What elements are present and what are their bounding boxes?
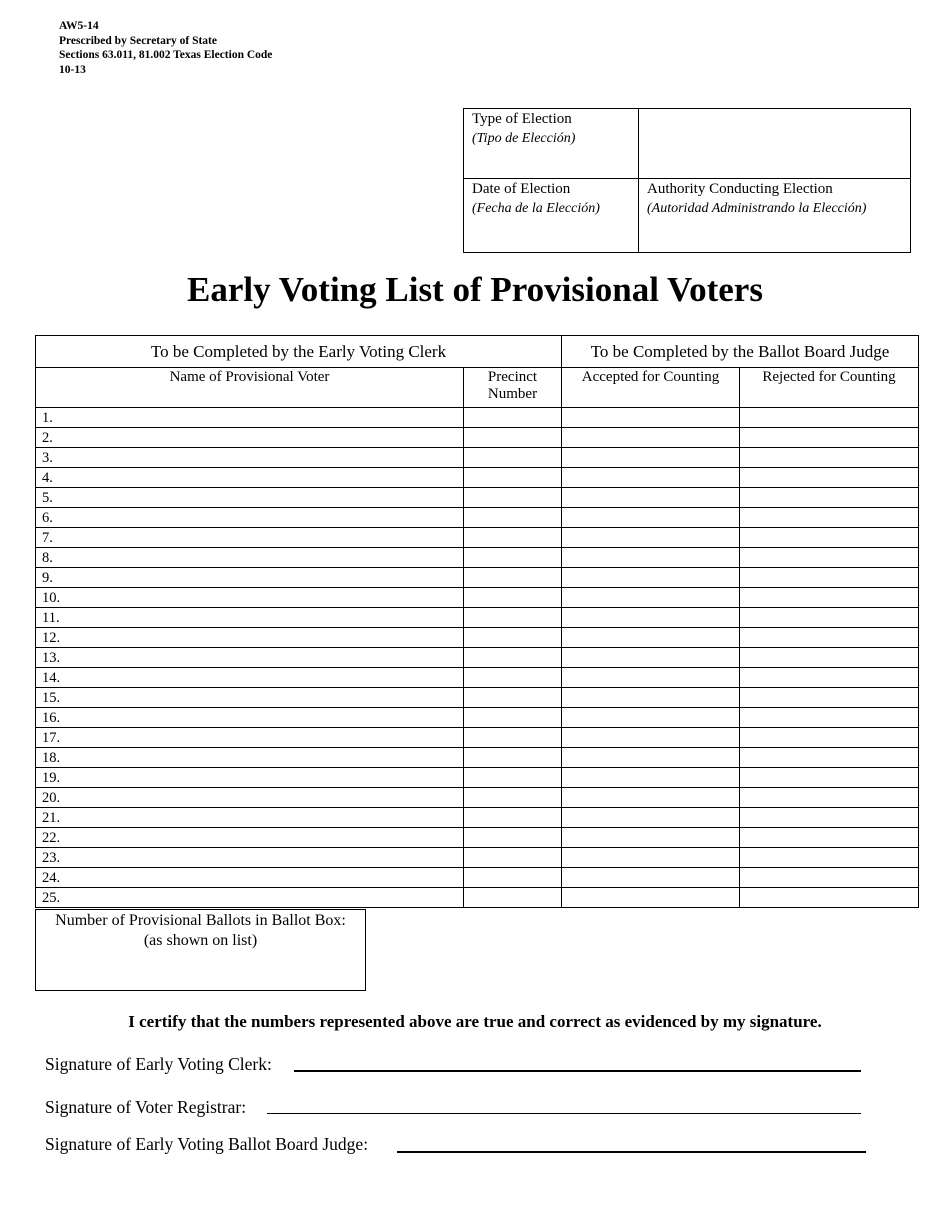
precinct-cell[interactable] xyxy=(464,448,562,468)
voter-name-cell[interactable]: 18. xyxy=(36,748,464,768)
signature-registrar xyxy=(45,1097,246,1118)
table-row xyxy=(36,808,919,828)
precinct-cell[interactable] xyxy=(464,568,562,588)
col-header-rejected: Rejected for Counting xyxy=(740,368,919,408)
precinct-cell[interactable] xyxy=(464,848,562,868)
accepted-cell[interactable] xyxy=(562,768,740,788)
voter-name-cell[interactable]: 9. xyxy=(36,568,464,588)
table-row xyxy=(36,688,919,708)
rejected-cell[interactable] xyxy=(740,468,919,488)
voter-name-cell[interactable]: 24. xyxy=(36,868,464,888)
accepted-cell[interactable] xyxy=(562,788,740,808)
voter-name-cell[interactable]: 22. xyxy=(36,828,464,848)
accepted-cell[interactable] xyxy=(562,688,740,708)
accepted-cell[interactable] xyxy=(562,808,740,828)
col-header-name: Name of Provisional Voter xyxy=(36,368,464,408)
code-sections: Sections 63.011, 81.002 Texas Election Code xyxy=(59,49,273,61)
table-row xyxy=(36,448,919,468)
voter-name-cell[interactable]: 5. xyxy=(36,488,464,508)
voter-name-cell[interactable]: 15. xyxy=(36,688,464,708)
precinct-cell[interactable] xyxy=(464,788,562,808)
rejected-cell[interactable] xyxy=(740,408,919,428)
precinct-cell[interactable] xyxy=(464,728,562,748)
table-row xyxy=(36,648,919,668)
rejected-cell[interactable] xyxy=(740,848,919,868)
signature-registrar-label: Signature of Voter Registrar: xyxy=(45,1097,247,1117)
precinct-cell[interactable] xyxy=(464,668,562,688)
table-row xyxy=(36,468,919,488)
ballot-count-box[interactable]: Number of Provisional Ballots in Ballot Box: (as shown on list) xyxy=(35,909,366,991)
voter-name-cell[interactable]: 3. xyxy=(36,448,464,468)
precinct-cell[interactable] xyxy=(464,508,562,528)
table-row xyxy=(36,668,919,688)
table-row xyxy=(36,848,919,868)
accepted-cell[interactable] xyxy=(562,648,740,668)
accepted-cell[interactable] xyxy=(562,528,740,548)
rejected-cell[interactable] xyxy=(740,788,919,808)
rejected-cell[interactable] xyxy=(740,648,919,668)
rejected-cell[interactable] xyxy=(740,868,919,888)
accepted-cell[interactable] xyxy=(562,448,740,468)
precinct-cell[interactable] xyxy=(464,468,562,488)
form-id: AW5-14 xyxy=(59,20,99,32)
accepted-cell[interactable] xyxy=(562,488,740,508)
precinct-cell[interactable] xyxy=(464,628,562,648)
voter-name-cell[interactable]: 12. xyxy=(36,628,464,648)
rejected-cell[interactable] xyxy=(740,508,919,528)
precinct-cell[interactable] xyxy=(464,868,562,888)
col-header-precinct: Precinct Number xyxy=(464,368,562,408)
precinct-cell[interactable] xyxy=(464,748,562,768)
precinct-cell[interactable] xyxy=(464,828,562,848)
precinct-cell[interactable] xyxy=(464,588,562,608)
precinct-cell[interactable] xyxy=(464,648,562,668)
precinct-cell[interactable] xyxy=(464,548,562,568)
provisional-voters-table xyxy=(35,335,919,908)
rejected-cell[interactable] xyxy=(740,548,919,568)
election-info-box xyxy=(463,108,911,253)
voter-name-cell[interactable]: 2. xyxy=(36,428,464,448)
voter-name-cell[interactable]: 16. xyxy=(36,708,464,728)
rejected-cell[interactable] xyxy=(740,608,919,628)
table-row xyxy=(36,488,919,508)
rejected-cell[interactable] xyxy=(740,688,919,708)
accepted-cell[interactable] xyxy=(562,828,740,848)
table-row xyxy=(36,408,919,428)
signature-judge xyxy=(45,1134,368,1155)
voter-name-cell[interactable]: 17. xyxy=(36,728,464,748)
voter-name-cell[interactable]: 23. xyxy=(36,848,464,868)
table-row xyxy=(36,888,919,908)
table-row xyxy=(36,728,919,748)
table-row xyxy=(36,748,919,768)
prescribed-by: Prescribed by Secretary of State xyxy=(59,34,217,47)
precinct-cell[interactable] xyxy=(464,428,562,448)
form-header xyxy=(59,19,272,77)
accepted-cell[interactable] xyxy=(562,568,740,588)
date-of-election-field[interactable]: Date of Election (Fecha de la Elección) xyxy=(464,179,639,253)
type-of-election-field[interactable] xyxy=(639,109,911,179)
table-row xyxy=(36,588,919,608)
table-row xyxy=(36,528,919,548)
revision-date: 10-13 xyxy=(59,63,86,76)
table-row xyxy=(36,548,919,568)
rejected-cell[interactable] xyxy=(740,528,919,548)
table-row xyxy=(36,828,919,848)
accepted-cell[interactable] xyxy=(562,708,740,728)
accepted-cell[interactable] xyxy=(562,608,740,628)
accepted-cell[interactable] xyxy=(562,748,740,768)
precinct-cell[interactable] xyxy=(464,608,562,628)
signature-clerk xyxy=(45,1054,272,1075)
table-row xyxy=(36,428,919,448)
voter-name-cell[interactable]: 1. xyxy=(36,408,464,428)
rejected-cell[interactable] xyxy=(740,588,919,608)
authority-field[interactable]: Authority Conducting Election (Autoridad Administrando la Elección) xyxy=(639,179,911,253)
voter-name-cell[interactable]: 7. xyxy=(36,528,464,548)
accepted-cell[interactable] xyxy=(562,728,740,748)
accepted-cell[interactable] xyxy=(562,508,740,528)
col-header-accepted: Accepted for Counting xyxy=(562,368,740,408)
accepted-cell[interactable] xyxy=(562,628,740,648)
rejected-cell[interactable] xyxy=(740,708,919,728)
rejected-cell[interactable] xyxy=(740,668,919,688)
table-row xyxy=(36,568,919,588)
table-row xyxy=(36,868,919,888)
accepted-cell[interactable] xyxy=(562,888,740,908)
accepted-cell[interactable] xyxy=(562,848,740,868)
rejected-cell[interactable] xyxy=(740,748,919,768)
table-row xyxy=(36,708,919,728)
accepted-cell[interactable] xyxy=(562,668,740,688)
type-of-election-label: Type of Election (Tipo de Elección) xyxy=(464,109,639,179)
accepted-cell[interactable] xyxy=(562,468,740,488)
precinct-cell[interactable] xyxy=(464,768,562,788)
voter-name-cell[interactable]: 21. xyxy=(36,808,464,828)
voter-name-cell[interactable]: 13. xyxy=(36,648,464,668)
precinct-cell[interactable] xyxy=(464,408,562,428)
accepted-cell[interactable] xyxy=(562,548,740,568)
table-row xyxy=(36,788,919,808)
voter-name-cell[interactable]: 4. xyxy=(36,468,464,488)
rejected-cell[interactable] xyxy=(740,628,919,648)
precinct-cell[interactable] xyxy=(464,708,562,728)
precinct-cell[interactable] xyxy=(464,808,562,828)
signature-clerk-line[interactable] xyxy=(294,1070,861,1072)
rejected-cell[interactable] xyxy=(740,768,919,788)
signature-judge-line[interactable] xyxy=(397,1151,866,1153)
voter-name-cell[interactable]: 11. xyxy=(36,608,464,628)
voter-name-cell[interactable]: 19. xyxy=(36,768,464,788)
signature-clerk-label: Signature of Early Voting Clerk: xyxy=(45,1054,272,1074)
table-row xyxy=(36,768,919,788)
table-row xyxy=(36,508,919,528)
page-title: Early Voting List of Provisional Voters xyxy=(187,270,763,309)
rejected-cell[interactable] xyxy=(740,448,919,468)
voter-name-cell[interactable]: 8. xyxy=(36,548,464,568)
table-row xyxy=(36,628,919,648)
rejected-cell[interactable] xyxy=(740,888,919,908)
signature-judge-label: Signature of Early Voting Ballot Board Judge: xyxy=(45,1134,369,1154)
voter-name-cell[interactable]: 14. xyxy=(36,668,464,688)
rejected-cell[interactable] xyxy=(740,828,919,848)
accepted-cell[interactable] xyxy=(562,868,740,888)
judge-section-header: To be Completed by the Ballot Board Judge xyxy=(562,336,919,368)
table-row xyxy=(36,608,919,628)
rejected-cell[interactable] xyxy=(740,728,919,748)
precinct-cell[interactable] xyxy=(464,528,562,548)
precinct-cell[interactable] xyxy=(464,488,562,508)
precinct-cell[interactable] xyxy=(464,888,562,908)
accepted-cell[interactable] xyxy=(562,428,740,448)
accepted-cell[interactable] xyxy=(562,408,740,428)
rejected-cell[interactable] xyxy=(740,488,919,508)
voter-name-cell[interactable]: 6. xyxy=(36,508,464,528)
voter-name-cell[interactable]: 20. xyxy=(36,788,464,808)
voter-name-cell[interactable]: 10. xyxy=(36,588,464,608)
rejected-cell[interactable] xyxy=(740,428,919,448)
signature-registrar-line[interactable] xyxy=(267,1113,861,1114)
rejected-cell[interactable] xyxy=(740,568,919,588)
voter-name-cell[interactable]: 25. xyxy=(36,888,464,908)
accepted-cell[interactable] xyxy=(562,588,740,608)
precinct-cell[interactable] xyxy=(464,688,562,708)
rejected-cell[interactable] xyxy=(740,808,919,828)
certification-statement: I certify that the numbers represented above are true and correct as evidenced by my signature. xyxy=(128,1012,822,1031)
clerk-section-header: To be Completed by the Early Voting Clerk xyxy=(36,336,562,368)
